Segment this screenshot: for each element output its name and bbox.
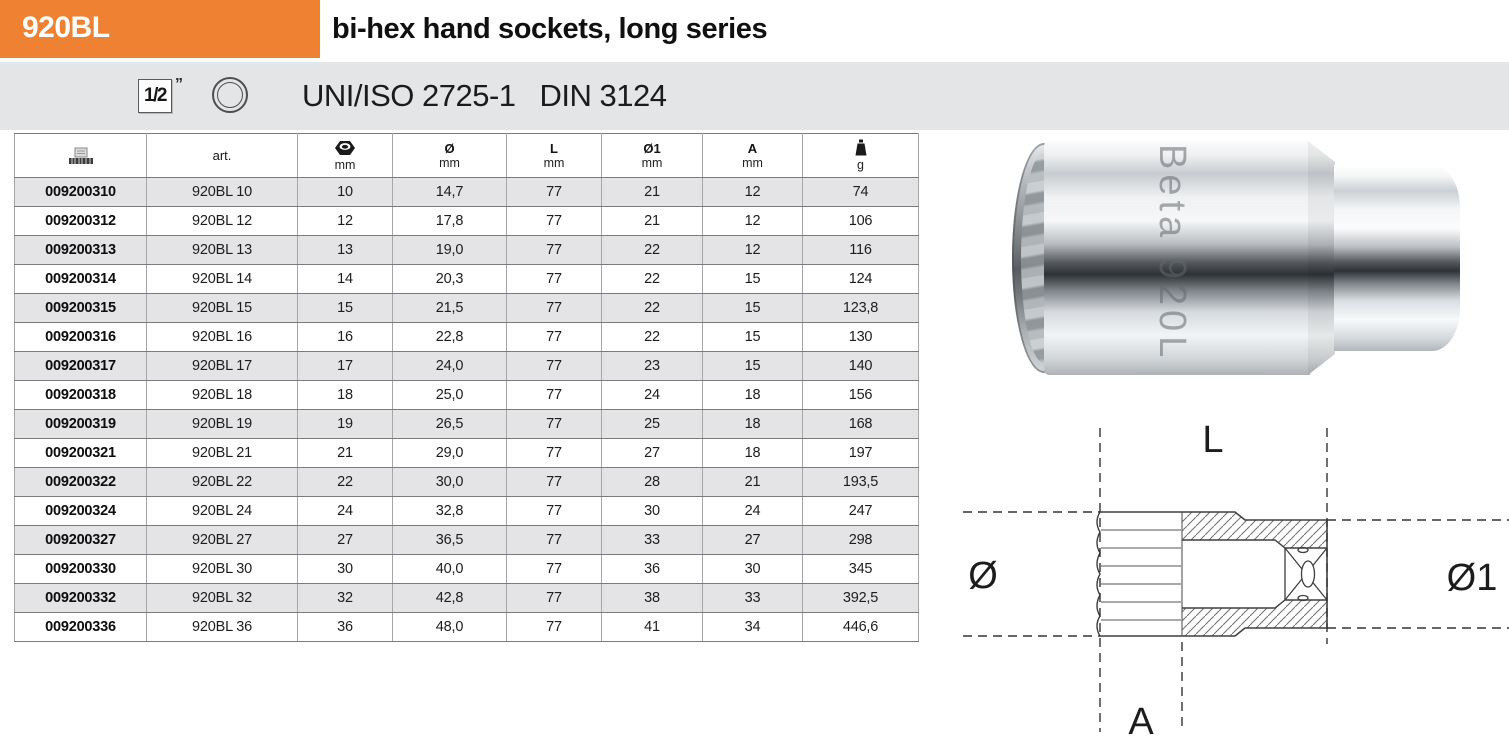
cell-code: 009200315 xyxy=(15,294,147,323)
column-header: Ø mm xyxy=(393,134,507,178)
cell-value: 15 xyxy=(298,294,393,323)
cell-code: 009200312 xyxy=(15,207,147,236)
cell-value: 197 xyxy=(803,439,919,468)
cell-value: 77 xyxy=(507,178,602,207)
cell-value: 106 xyxy=(803,207,919,236)
column-header: A mm xyxy=(703,134,803,178)
cell-value: 345 xyxy=(803,555,919,584)
cell-value: 77 xyxy=(507,584,602,613)
dimension-lines xyxy=(963,428,1509,732)
cell-value: 15 xyxy=(703,265,803,294)
cell-value: 920BL 19 xyxy=(147,410,298,439)
cell-code: 009200313 xyxy=(15,236,147,265)
table-row xyxy=(15,323,919,352)
socket-drive-end xyxy=(1334,165,1460,351)
cell-value: 32,8 xyxy=(393,497,507,526)
column-header: L mm xyxy=(507,134,602,178)
cell-value: 23 xyxy=(602,352,703,381)
cell-value: 21 xyxy=(298,439,393,468)
table-row xyxy=(15,439,919,468)
cell-value: 15 xyxy=(703,352,803,381)
table-row xyxy=(15,352,919,381)
cell-value: 22 xyxy=(602,294,703,323)
cell-code: 009200319 xyxy=(15,410,147,439)
cell-value: 920BL 27 xyxy=(147,526,298,555)
mouth-serration-lines xyxy=(1101,512,1182,636)
cell-code: 009200310 xyxy=(15,178,147,207)
cell-value: 18 xyxy=(703,410,803,439)
cell-value: 10 xyxy=(298,178,393,207)
cell-value: 77 xyxy=(507,294,602,323)
cell-value: 12 xyxy=(298,207,393,236)
cell-value: 130 xyxy=(803,323,919,352)
cell-value: 17,8 xyxy=(393,207,507,236)
cell-value: 920BL 22 xyxy=(147,468,298,497)
cell-value: 15 xyxy=(703,294,803,323)
cell-value: 16 xyxy=(298,323,393,352)
cell-code: 009200316 xyxy=(15,323,147,352)
socket-shoulder xyxy=(1308,141,1335,375)
mouth-serrated-edge xyxy=(1097,512,1100,636)
cell-value: 22 xyxy=(602,323,703,352)
cell-value: 28 xyxy=(602,468,703,497)
cell-value: 124 xyxy=(803,265,919,294)
cell-value: 22 xyxy=(602,265,703,294)
cell-value: 446,6 xyxy=(803,613,919,642)
cell-code: 009200314 xyxy=(15,265,147,294)
cell-value: 18 xyxy=(703,439,803,468)
cell-value: 140 xyxy=(803,352,919,381)
cell-value: 920BL 18 xyxy=(147,381,298,410)
cell-value: 41 xyxy=(602,613,703,642)
cell-value: 48,0 xyxy=(393,613,507,642)
cell-value: 27 xyxy=(703,526,803,555)
cell-value: 27 xyxy=(602,439,703,468)
cell-value: 21 xyxy=(602,207,703,236)
drive-size-icon xyxy=(138,79,172,113)
page-title: bi-hex hand sockets, long series xyxy=(332,13,768,45)
label-dia1: Ø1 xyxy=(1446,557,1498,599)
cell-value: 920BL 21 xyxy=(147,439,298,468)
cell-value: 21 xyxy=(602,178,703,207)
hex-nut-icon xyxy=(334,139,356,157)
cell-value: 33 xyxy=(703,584,803,613)
column-header: mm xyxy=(298,134,393,178)
cell-value: 77 xyxy=(507,497,602,526)
cell-value: 77 xyxy=(507,265,602,294)
cell-value: 20,3 xyxy=(393,265,507,294)
cell-value: 920BL 32 xyxy=(147,584,298,613)
product-photo xyxy=(1000,138,1470,382)
cell-value: 34 xyxy=(703,613,803,642)
cell-value: 25,0 xyxy=(393,381,507,410)
cell-value: 42,8 xyxy=(393,584,507,613)
cell-value: 77 xyxy=(507,352,602,381)
cell-value: 27 xyxy=(298,526,393,555)
cell-value: 77 xyxy=(507,526,602,555)
cell-value: 15 xyxy=(703,323,803,352)
header-row xyxy=(15,134,919,178)
table-row xyxy=(15,584,919,613)
cell-value: 33 xyxy=(602,526,703,555)
table-row xyxy=(15,294,919,323)
cell-value: 30 xyxy=(703,555,803,584)
cell-value: 19 xyxy=(298,410,393,439)
label-A: A xyxy=(1128,701,1154,743)
cell-value: 26,5 xyxy=(393,410,507,439)
cell-value: 920BL 15 xyxy=(147,294,298,323)
standard-iso: UNI/ISO 2725-1 xyxy=(302,78,516,113)
cell-value: 77 xyxy=(507,410,602,439)
cell-value: 22 xyxy=(602,236,703,265)
cell-value: 21 xyxy=(703,468,803,497)
cell-value: 38 xyxy=(602,584,703,613)
cell-value: 14,7 xyxy=(393,178,507,207)
section-hatch-bottom xyxy=(1182,600,1327,636)
cell-value: 77 xyxy=(507,468,602,497)
bihex-profile-icon xyxy=(212,77,248,113)
cell-value: 36 xyxy=(602,555,703,584)
cell-value: 12 xyxy=(703,178,803,207)
cell-value: 77 xyxy=(507,381,602,410)
table-row xyxy=(15,410,919,439)
table-row xyxy=(15,526,919,555)
column-header: art. xyxy=(147,134,298,178)
table-row xyxy=(15,236,919,265)
cell-value: 40,0 xyxy=(393,555,507,584)
standard-din: DIN 3124 xyxy=(539,78,667,113)
column-header xyxy=(15,134,147,178)
cell-value: 22 xyxy=(298,468,393,497)
cell-value: 77 xyxy=(507,323,602,352)
label-dia: Ø xyxy=(968,555,998,597)
table-row xyxy=(15,497,919,526)
cell-value: 30 xyxy=(298,555,393,584)
spec-table-body xyxy=(15,178,919,642)
cell-value: 12 xyxy=(703,207,803,236)
cell-value: 24 xyxy=(703,497,803,526)
cell-value: 77 xyxy=(507,555,602,584)
cell-value: 30 xyxy=(602,497,703,526)
cell-value: 30,0 xyxy=(393,468,507,497)
cell-value: 920BL 13 xyxy=(147,236,298,265)
cell-value: 920BL 36 xyxy=(147,613,298,642)
cell-value: 77 xyxy=(507,236,602,265)
cell-value: 193,5 xyxy=(803,468,919,497)
cell-value: 32 xyxy=(298,584,393,613)
cell-value: 74 xyxy=(803,178,919,207)
table-row xyxy=(15,207,919,236)
cell-value: 77 xyxy=(507,207,602,236)
cell-value: 156 xyxy=(803,381,919,410)
cell-value: 29,0 xyxy=(393,439,507,468)
table-row xyxy=(15,265,919,294)
table-row xyxy=(15,468,919,497)
cell-code: 009200318 xyxy=(15,381,147,410)
cell-value: 24,0 xyxy=(393,352,507,381)
technical-drawing xyxy=(935,400,1509,750)
cell-value: 392,5 xyxy=(803,584,919,613)
cell-value: 24 xyxy=(298,497,393,526)
cell-value: 14 xyxy=(298,265,393,294)
cell-value: 116 xyxy=(803,236,919,265)
weight-icon xyxy=(854,139,868,157)
cell-code: 009200327 xyxy=(15,526,147,555)
cell-code: 009200330 xyxy=(15,555,147,584)
cell-code: 009200336 xyxy=(15,613,147,642)
cell-value: 21,5 xyxy=(393,294,507,323)
cell-value: 36 xyxy=(298,613,393,642)
cell-code: 009200322 xyxy=(15,468,147,497)
cell-code: 009200332 xyxy=(15,584,147,613)
cell-value: 17 xyxy=(298,352,393,381)
square-drive xyxy=(1285,548,1327,601)
cell-value: 77 xyxy=(507,613,602,642)
label-L: L xyxy=(1202,419,1224,461)
cell-value: 25 xyxy=(602,410,703,439)
table-row xyxy=(15,178,919,207)
table-row xyxy=(15,613,919,642)
cell-value: 168 xyxy=(803,410,919,439)
cell-value: 18 xyxy=(703,381,803,410)
product-code: 920BL xyxy=(22,11,110,44)
cell-value: 36,5 xyxy=(393,526,507,555)
cell-value: 920BL 16 xyxy=(147,323,298,352)
socket-engraving: Beta 920L xyxy=(1151,144,1193,363)
table-row xyxy=(15,555,919,584)
cell-code: 009200324 xyxy=(15,497,147,526)
cell-value: 920BL 17 xyxy=(147,352,298,381)
standards-text xyxy=(302,62,667,130)
standards-bar xyxy=(0,62,1509,130)
spec-table xyxy=(14,133,919,642)
column-header: g xyxy=(803,134,919,178)
cell-value: 123,8 xyxy=(803,294,919,323)
cell-value: 920BL 14 xyxy=(147,265,298,294)
product-code-block xyxy=(0,0,320,58)
cell-value: 920BL 10 xyxy=(147,178,298,207)
section-hatch-top xyxy=(1182,512,1327,548)
cell-value: 247 xyxy=(803,497,919,526)
cell-value: 18 xyxy=(298,381,393,410)
cell-value: 920BL 30 xyxy=(147,555,298,584)
cell-value: 920BL 24 xyxy=(147,497,298,526)
cell-value: 920BL 12 xyxy=(147,207,298,236)
spec-table-header xyxy=(15,134,919,178)
cell-value: 24 xyxy=(602,381,703,410)
inch-mark: ” xyxy=(175,76,183,93)
cell-value: 22,8 xyxy=(393,323,507,352)
cell-value: 298 xyxy=(803,526,919,555)
cell-value: 19,0 xyxy=(393,236,507,265)
code-icon xyxy=(68,147,94,165)
cell-value: 12 xyxy=(703,236,803,265)
cell-code: 009200317 xyxy=(15,352,147,381)
table-row xyxy=(15,381,919,410)
cell-value: 13 xyxy=(298,236,393,265)
drive-size-label: 1/2 xyxy=(144,85,166,106)
column-header: Ø1 mm xyxy=(602,134,703,178)
cell-code: 009200321 xyxy=(15,439,147,468)
cell-value: 77 xyxy=(507,439,602,468)
